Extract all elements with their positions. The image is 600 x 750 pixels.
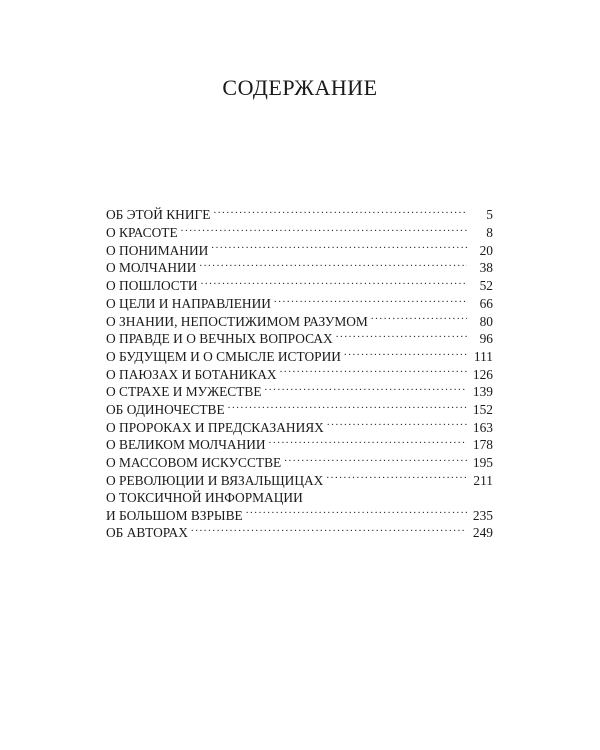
dot-leader [269,436,467,449]
toc-entry[interactable] [106,348,493,366]
toc-entry-page: 126 [472,366,493,382]
toc-entry[interactable] [106,383,493,401]
toc-entry-page: 211 [473,472,493,488]
toc-entry[interactable] [106,365,493,383]
dot-leader [344,348,467,361]
toc-entry-title: О СТРАХЕ И МУЖЕСТВЕ [106,384,262,400]
toc-entry[interactable] [106,330,493,348]
toc-entry-page: 66 [479,295,493,311]
toc-entry-title: О ВЕЛИКОМ МОЛЧАНИИ [106,437,266,453]
toc-entry-page: 249 [472,525,493,541]
table-of-contents [106,206,493,542]
dot-leader [246,506,467,519]
toc-entry[interactable] [106,471,493,489]
toc-entry-title: О РЕВОЛЮЦИИ И ВЯЗАЛЬЩИЦАХ [106,472,324,488]
dot-leader [284,454,467,467]
toc-entry-title: О МАССОВОМ ИСКУССТВЕ [106,455,282,471]
toc-entry[interactable] [106,524,493,542]
dot-leader [371,312,467,325]
toc-entry-title: О ПРОРОКАХ И ПРЕДСКАЗАНИЯХ [106,419,324,435]
toc-entry-title: О ПОШЛОСТИ [106,278,198,294]
dot-leader [211,241,467,254]
toc-entry-title: О ПРАВДЕ И О ВЕЧНЫХ ВОПРОСАХ [106,331,333,347]
toc-entry-page: 38 [479,260,493,276]
dot-leader [336,330,467,343]
toc-entry[interactable] [106,294,493,312]
dot-leader [327,418,467,431]
toc-entry[interactable] [106,259,493,277]
toc-entry[interactable] [106,312,493,330]
toc-entry[interactable] [106,401,493,419]
toc-entry-page: 80 [479,313,493,329]
toc-entry-page: 195 [472,455,493,471]
dot-leader [326,471,467,484]
toc-entry-title: И БОЛЬШОМ ВЗРЫВЕ [106,507,243,523]
toc-entry-page: 139 [472,384,493,400]
toc-entry[interactable] [106,454,493,472]
toc-entry-title: О ЗНАНИИ, НЕПОСТИЖИМОМ РАЗУМОМ [106,313,368,329]
toc-entry-title: ОБ ОДИНОЧЕСТВЕ [106,401,225,417]
toc-entry-title: ОБ ЭТОЙ КНИГЕ [106,207,211,223]
toc-entry[interactable] [106,241,493,259]
dot-leader [191,524,467,537]
toc-entry-page: 111 [473,348,493,364]
toc-entry-title: О ПАЮЗАХ И БОТАНИКАХ [106,366,277,382]
toc-entry-page: 8 [486,225,493,241]
toc-entry-title: ОБ АВТОРАХ [106,525,188,541]
dot-leader [201,277,467,290]
dot-leader [274,294,467,307]
toc-entry[interactable] [106,224,493,242]
toc-entry[interactable] [106,418,493,436]
dot-leader [181,224,467,237]
toc-entry-title: О ЦЕЛИ И НАПРАВЛЕНИИ [106,295,271,311]
toc-entry-page: 152 [472,401,493,417]
toc-entry-title: О МОЛЧАНИИ [106,260,197,276]
toc-entry-page: 178 [472,437,493,453]
toc-entry[interactable] [106,206,493,224]
dot-leader [228,401,467,414]
dot-leader [280,365,467,378]
toc-entry-page: 235 [472,507,493,523]
toc-entry-page: 163 [472,419,493,435]
page-title: СОДЕРЖАНИЕ [222,75,378,100]
toc-entry[interactable] [106,436,493,454]
toc-entry-title: О ПОНИМАНИИ [106,242,209,258]
toc-entry-title: О КРАСОТЕ [106,225,178,241]
toc-entry-page: 96 [479,331,493,347]
dot-leader [265,383,467,396]
toc-entry-page: 52 [479,278,493,294]
toc-entry-page: 5 [486,207,493,223]
toc-entry-first-line[interactable]: О ТОКСИЧНОЙ ИНФОРМАЦИИ [106,490,303,505]
toc-entry-page: 20 [479,242,493,258]
dot-leader [199,259,467,272]
dot-leader [213,206,467,219]
toc-entry[interactable] [106,506,493,524]
toc-entry[interactable] [106,277,493,295]
toc-entry-title: О БУДУЩЕМ И О СМЫСЛЕ ИСТОРИИ [106,348,341,364]
